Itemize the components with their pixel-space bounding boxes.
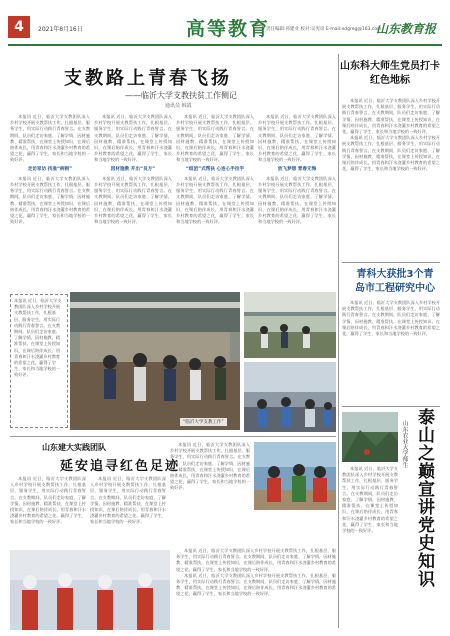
article-paragraph: 本报讯 近日，临沂大学支教团队深入乡村学校开展支教帮扶工作，扎根基层、服务学生，用实际行动践行青春誓言。在支教期间，队员们走访家庭、了解学情，因材施教、精准帮扶，在课堂上传授知识，在课后陪伴成长，用青春和汗水浇灌乡村教育的希望之花，赢得了学生、家长和当地学校的一致好评。 — [258, 114, 336, 163]
sidebar-headline-1: 山东科大师生党员打卡红色地标 — [340, 61, 440, 86]
main-headline: 支教路上青春飞扬 — [64, 68, 232, 89]
masthead — [8, 8, 442, 46]
bottom-left-column-3 — [170, 442, 250, 542]
article-paragraph: 本报讯 近日，临沂大学支教团队深入乡村学校开展支教帮扶工作，扎根基层、服务学生，用实际行动践行青春誓言。在支教期间，队员们走访家庭、了解学情，因材施教、精准帮扶，在课堂上传授知识，在课后陪伴成长，用青春和汗水浇灌乡村教育的希望之花，赢得了学生、家长和当地学校的一致好评。 — [176, 114, 254, 163]
sidebar-vertical-kicker: 山东农业大学师生 — [401, 420, 408, 468]
sidebar-column-2 — [342, 300, 440, 404]
article-subheading: 走访家访 找准“病根” — [27, 166, 73, 172]
students-photo-illustration — [10, 550, 170, 630]
sidebar-headline-2: 青科大获批3个青岛市工程研究中心 — [355, 269, 435, 294]
article-paragraph: 本报讯 近日，临沂大学支教团队深入乡村学校开展支教帮扶工作，扎根基层、服务学生，用实际行动践行青春誓言。在支教期间，队员们走访家庭、了解学情，因材施教、精准帮扶，在课堂上传授知识，在课后陪伴成长，用青春和汗水浇灌乡村教育的希望之花，赢得了学生、家长和当地学校的一致好评。 — [176, 175, 254, 225]
volunteers-photo-illustration — [254, 442, 336, 510]
article-paragraph: 本报讯 近日，临沂大学支教团队深入乡村学校开展支教帮扶工作，扎根基层、服务学生，用实际行动践行青春誓言。在支教期间，队员们走访家庭、了解学情，因材施教、精准帮扶，在课堂上传授知识，在课后陪伴成长，用青春和汗水浇灌乡村教育的希望之花，赢得了学生、家长和当地学校的一致好评。 — [170, 442, 250, 491]
newspaper-logo: 山东教育报 — [375, 22, 436, 36]
classroom-photo — [244, 362, 336, 432]
article-column-4 — [258, 114, 336, 290]
students-photo — [10, 550, 170, 630]
photo-caption-box — [10, 294, 68, 428]
article-column-1 — [10, 114, 90, 290]
sidebar-vertical-headline: 泰山之巅宣讲党史知识 — [414, 408, 434, 588]
sidebar-column-3 — [342, 466, 398, 626]
article-paragraph: 本报讯 近日，临沂大学支教团队深入乡村学校开展支教帮扶工作，扎根基层、服务学生，用实际行动践行青春誓言。在支教期间，队员们走访家庭、了解学情，因材施教、精准帮扶，在课堂上传授知识，在课后陪伴成长，用青春和汗水浇灌乡村教育的希望之花，赢得了学生、家长和当地学校的一致好评。 — [342, 300, 440, 337]
workshop-photo — [244, 292, 336, 358]
mountain-photo — [342, 412, 398, 462]
bottom-left-column-2 — [90, 476, 166, 546]
editor-credits: 责任编辑:孙建业 校对:吴宪谊 E-mail:edgreg@163.com — [266, 27, 382, 32]
mountain-photo-illustration — [342, 412, 398, 462]
article-subheading: 因材施教 开出“良方” — [110, 166, 156, 172]
main-photo-illustration — [70, 292, 240, 430]
article-paragraph: 本报讯 近日，临沂大学支教团队深入乡村学校开展支教帮扶工作，扎根基层、服务学生，用实际行动践行青春誓言。在支教期间，队员们走访家庭、了解学情，因材施教、精准帮扶，在课堂上传授知识，在课后陪伴成长，用青春和汗水浇灌乡村教育的希望之花，赢得了学生、家长和当地学校的一致好评。 — [176, 572, 336, 597]
article-subheading: “组团”式帮扶 心连心手拉手 — [185, 166, 245, 172]
main-photo-caption: “临沂大学支教工作” — [180, 418, 227, 426]
workshop-photo-illustration — [244, 292, 336, 358]
bottom-left-column-1 — [10, 476, 86, 546]
main-subhead: ——临沂大学支教扶贫工作侧记 — [125, 91, 237, 100]
article-paragraph: 本报讯 近日，临沂大学支教团队深入乡村学校开展支教帮扶工作，扎根基层、服务学生，用实际行动践行青春誓言。在支教期间，队员们走访家庭、了解学情，因材施教、精准帮扶，在课堂上传授知识，在课后陪伴成长，用青春和汗水浇灌乡村教育的希望之花，赢得了学生、家长和当地学校的一致好评。 — [176, 548, 336, 572]
column-divider — [338, 54, 339, 628]
classroom-photo-illustration — [244, 362, 336, 432]
article-paragraph: 本报讯 近日，临沂大学支教团队深入乡村学校开展支教帮扶工作，扎根基层、服务学生，用实际行动践行青春誓言。在支教期间，队员们走访家庭、了解学情，因材施教、精准帮扶，在课堂上传授知识，在课后陪伴成长，用青春和汗水浇灌乡村教育的希望之花，赢得了学生、家长和当地学校的一致好评。 — [10, 476, 86, 525]
volunteers-photo — [254, 442, 336, 510]
article-paragraph: 本报讯 近日，临沂大学支教团队深入乡村学校开展支教帮扶工作，扎根基层、服务学生，用实际行动践行青春誓言。在支教期间，队员们走访家庭、了解学情，因材施教、精准帮扶，在课堂上传授知识，在课后陪伴成长，用青春和汗水浇灌乡村教育的希望之花，赢得了学生、家长和当地学校的一致好评。 — [342, 466, 398, 534]
sidebar-divider — [342, 406, 440, 407]
bottom-left-kicker: 山东建大实践团队 — [42, 443, 106, 452]
article-column-3 — [176, 114, 254, 290]
article-paragraph: 本报讯 近日，临沂大学支教团队深入乡村学校开展支教帮扶工作，扎根基层、服务学生，用实际行动践行青春誓言。在支教期间，队员们走访家庭、了解学情，因材施教、精准帮扶，在课堂上传授知识，在课后陪伴成长，用青春和汗水浇灌乡村教育的希望之花，赢得了学生、家长和当地学校的一致好评。 — [342, 135, 440, 172]
sidebar-divider — [342, 262, 440, 263]
article-subheading: 放飞梦想 青春无悔 — [277, 166, 317, 172]
caption-text: 本报讯 近日，临沂大学支教团队深入乡村学校开展支教帮扶工作，扎根基层、服务学生，用实际行动践行青春誓言。在支教期间，队员们走访家庭、了解学情，因材施教、精准帮扶，在课堂上传授知识，在课后陪伴成长，用青春和汗水浇灌乡村教育的希望之花，赢得了学生、家长和当地学校的一致好评。 — [14, 298, 62, 378]
article-paragraph: 本报讯 近日，临沂大学支教团队深入乡村学校开展支教帮扶工作，扎根基层、服务学生，用实际行动践行青春誓言。在支教期间，队员们走访家庭、了解学情，因材施教、精准帮扶，在课堂上传授知识，在课后陪伴成长，用青春和汗水浇灌乡村教育的希望之花，赢得了学生、家长和当地学校的一致好评。 — [10, 175, 90, 225]
page-number: 4 — [8, 16, 30, 38]
sidebar-column-1 — [342, 98, 440, 258]
article-column-2 — [94, 114, 172, 290]
section-title: 高等教育 — [186, 18, 271, 40]
article-paragraph: 本报讯 近日，临沂大学支教团队深入乡村学校开展支教帮扶工作，扎根基层、服务学生，用实际行动践行青春誓言。在支教期间，队员们走访家庭、了解学情，因材施教、精准帮扶，在课堂上传授知识，在课后陪伴成长，用青春和汗水浇灌乡村教育的希望之花，赢得了学生、家长和当地学校的一致好评。 — [90, 476, 166, 525]
article-paragraph: 本报讯 近日，临沂大学支教团队深入乡村学校开展支教帮扶工作，扎根基层、服务学生，用实际行动践行青春誓言。在支教期间，队员们走访家庭、了解学情，因材施教、精准帮扶，在课堂上传授知识，在课后陪伴成长，用青春和汗水浇灌乡村教育的希望之花，赢得了学生、家长和当地学校的一致好评。 — [342, 98, 440, 135]
bottom-middle-column — [176, 548, 336, 628]
section-divider — [10, 436, 336, 437]
main-photo — [70, 292, 240, 430]
article-paragraph: 本报讯 近日，临沂大学支教团队深入乡村学校开展支教帮扶工作，扎根基层、服务学生，用实际行动践行青春誓言。在支教期间，队员们走访家庭、了解学情，因材施教、精准帮扶，在课堂上传授知识，在课后陪伴成长，用青春和汗水浇灌乡村教育的希望之花，赢得了学生、家长和当地学校的一致好评。 — [10, 114, 90, 163]
issue-date: 2021年8月16日 — [38, 26, 83, 33]
main-byline: 通讯员 韩霞 — [165, 103, 192, 109]
article-paragraph: 本报讯 近日，临沂大学支教团队深入乡村学校开展支教帮扶工作，扎根基层、服务学生，用实际行动践行青春誓言。在支教期间，队员们走访家庭、了解学情，因材施教、精准帮扶，在课堂上传授知识，在课后陪伴成长，用青春和汗水浇灌乡村教育的希望之花，赢得了学生、家长和当地学校的一致好评。 — [94, 175, 172, 225]
bottom-left-headline: 延安追寻红色足迹 — [60, 459, 181, 474]
article-paragraph: 本报讯 近日，临沂大学支教团队深入乡村学校开展支教帮扶工作，扎根基层、服务学生，用实际行动践行青春誓言。在支教期间，队员们走访家庭、了解学情，因材施教、精准帮扶，在课堂上传授知识，在课后陪伴成长，用青春和汗水浇灌乡村教育的希望之花，赢得了学生、家长和当地学校的一致好评。 — [258, 175, 336, 225]
article-paragraph: 本报讯 近日，临沂大学支教团队深入乡村学校开展支教帮扶工作，扎根基层、服务学生，用实际行动践行青春誓言。在支教期间，队员们走访家庭、了解学情，因材施教、精准帮扶，在课堂上传授知识，在课后陪伴成长，用青春和汗水浇灌乡村教育的希望之花，赢得了学生、家长和当地学校的一致好评。 — [94, 114, 172, 163]
